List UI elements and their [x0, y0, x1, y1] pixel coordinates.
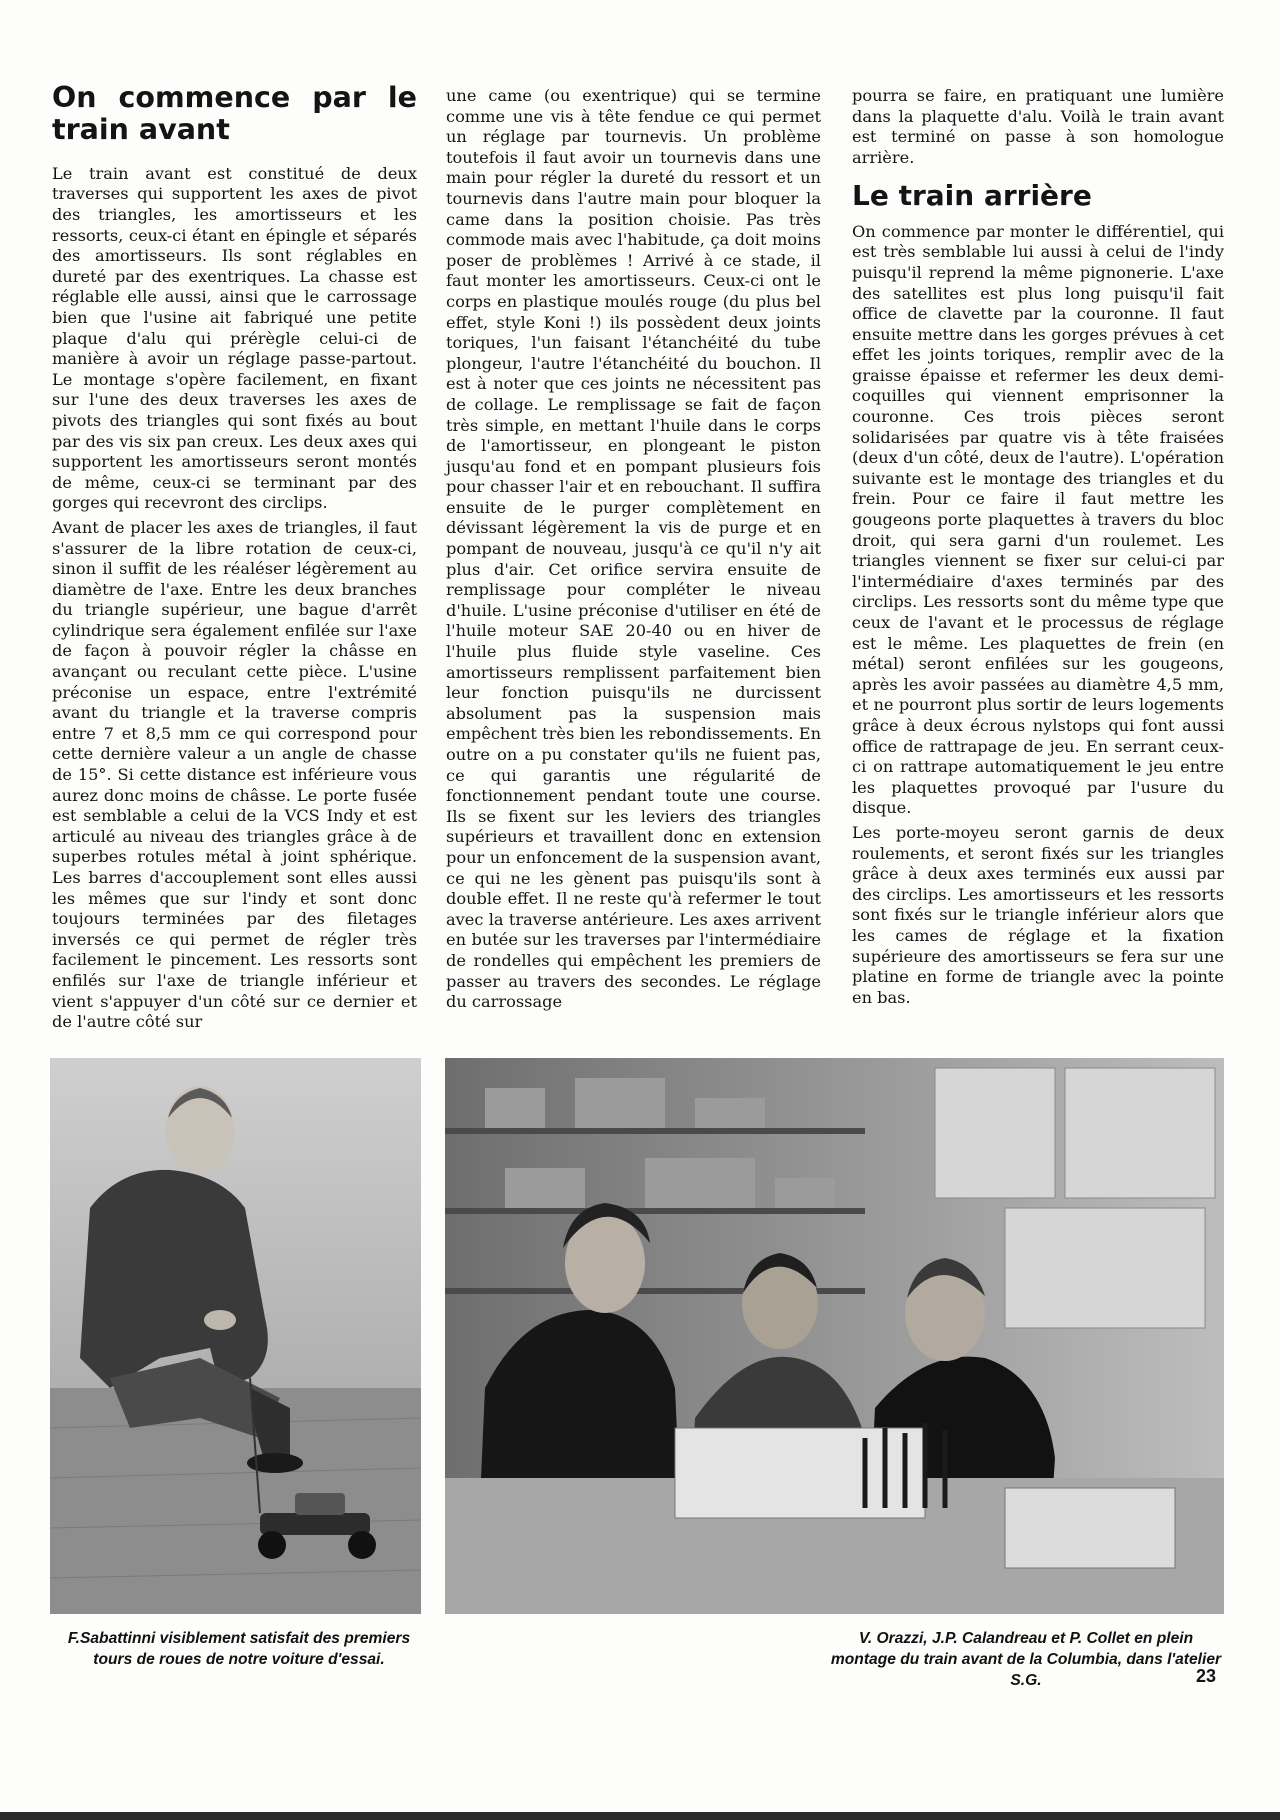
paragraph: Les porte-moyeu seront garnis de deux roulements, et seront fixés sur les triangles grâce à deux axes terminés eux aussi par des circlips. Les amortisseurs et les ressorts sont fixés sur le triangle inférieur alors que les cames de réglage et la fixation supérieure des amortisseurs se fera sur une platine en forme de triangle avec la pointe en bas. [852, 822, 1224, 1007]
article-column-2 [446, 86, 821, 1017]
article-column-1 [52, 82, 417, 1037]
photo-caption-left: F.Sabattinni visiblement satisfait des premiers tours de roues de notre voiture d'essai. [67, 1630, 411, 1668]
page-number: 23 [1196, 1666, 1217, 1686]
paragraph: Le train avant est constitué de deux traverses qui supportent les axes de pivot des triangles, les amortisseurs et les ressorts, ceux-ci étant en épingle et séparés des amortisseurs. Ils sont réglables en dureté par des exentriques. La chasse est réglable elle aussi, ainsi que le carrossage bien que l'usine ait fabriqué une petite plaque d'alu qui prérègle celui-ci de manière à avoir un réglage passe-partout. Le montage s'opère facilement, en fixant sur l'une des deux traverses les axes de pivots des triangles qui sont fixés au bout par des vis six pan creux. Les deux axes qui supportent les amortisseurs seront montés de même, ceux-ci se terminant par des gorges qui recevront des circlips. [52, 163, 417, 513]
section-heading-front: On commence par le train avant [52, 81, 417, 146]
scan-edge [0, 1812, 1280, 1820]
paragraph: pourra se faire, en pratiquant une lumière dans la plaquette d'alu. Voilà le train avant est terminé on passe à son homologue arrière. [852, 86, 1224, 167]
paragraph: Avant de placer les axes de triangles, il faut s'assurer de la libre rotation de ceux-ci, sinon il suffit de les réaléser légèrement au diamètre de l'axe. Entre les deux branches du triangle supérieur, une bague d'arrêt cylindrique sera également enfilée sur l'axe de façon à pouvoir régler la châsse en avançant ou reculant cette pièce. L'usine préconise un espace, entre l'extrémité avant du triangle et la traverse compris entre 7 et 8,5 mm ce qui correspond pour cette dernière valeur a un angle de chasse de 15°. Si cette distance est inférieure vous aurez donc moins de châsse. Le porte fusée est semblable a celui de la VCS Indy et est articulé au niveau des triangles grâce à de superbes rotules métal à joint sphérique. Les barres d'accouplement sont elles aussi les mêmes que sur l'indy et sont donc toujours terminées par des filetages inversés ce qui permet de régler très facilement le pincement. Les ressorts sont enfilés sur l'axe de triangle inférieur et vient s'appuyer d'un côté sur ce dernier et de l'autre côté sur [52, 517, 417, 1032]
article-column-3 [852, 86, 1224, 1012]
photo-caption-right: V. Orazzi, J.P. Calandreau et P. Collet en plein montage du train avant de la Columbia, dans l'atelier S.G. [830, 1630, 1222, 1689]
paragraph: une came (ou exentrique) qui se termine comme une vis à tête fendue ce qui permet un réglage par tournevis. Un problème toutefois il faut avoir un tournevis dans une main pour régler la dureté du ressort et un tournevis dans l'autre main pour bloquer la came dans la position choisie. Pas très commode mais avec l'habitude, ça doit moins poser de problèmes ! Arrivé à ce stade, il faut monter les amortisseurs. Ceux-ci ont le corps en plastique moulés rouge (du plus bel effet, style Koni !) ils possèdent deux joints toriques, l'un faisant l'étanchéité du tube plongeur, l'autre l'étanchéité du bouchon. Il est à noter que ces joints ne nécessitent pas de collage. Le remplissage se fait de façon très simple, en mettant l'huile dans le corps de l'amortisseur, en plongeant le piston jusqu'au fond et en pompant plusieurs fois pour chasser l'air et en rebouchant. Il suffira ensuite de le purger complètement en dévissant légèrement la vis de purge et en pompant de nouveau, jusqu'à ce qu'il n'y ait plus d'air. Cet orifice servira ensuite de remplissage pour compléter le niveau d'huile. L'usine préconise d'utiliser en été de l'huile moteur SAE 20-40 ou en hiver de l'huile plus fluide style vaseline. Ces amortisseurs remplissent parfaitement bien leur fonction puisqu'ils ne durcissent absolument pas la suspension mais empêchent très bien les rebondissements. En outre on a pu constater qu'ils ne fuient pas, ce qui garantis une régularité de fonctionnement pendant toute une course. Ils se fixent sur les leviers des triangles supérieurs et travaillent donc en extension pour un enfoncement de la suspension avant, ce qui ne les gènent pas puisqu'ils sont à double effet. Il ne reste qu'à refermer le tout avec la traverse antérieure. Les axes arrivent en butée sur les traverses par l'intermédiaire de rondelles qui empêchent les premiers de passer au travers des secondes. Le réglage du carrossage [446, 86, 821, 1012]
section-heading-rear: Le train arrière [852, 179, 1092, 213]
photo-workshop [445, 1058, 1224, 1614]
paragraph: On commence par monter le différentiel, qui est très semblable lui aussi à celui de l'indy puisqu'il reprend la même pignonerie. L'axe des satellites est plus long puisqu'il fait office de clavette par la couronne. Il faut ensuite mettre dans les gorges prévues à cet effet les joints toriques, remplir avec de la graisse épaisse et refermer les deux demi-coquilles qui viennent emprisonner la couronne. Ces trois pièces seront solidarisées par quatre vis à tête fraisées (deux d'un côté, deux de l'autre). L'opération suivante est le montage des triangles et du frein. Pour ce faire il faut mettre les gougeons porte plaquettes à travers du bloc droit, qui sera garni d'un roulemet. Les triangles viennent se fixer sur celui-ci par l'intermédiaire d'axes terminés par des circlips. Les ressorts sont du même type que ceux de l'avant et le processus de réglage est le même. Les plaquettes de frein (en métal) seront enfilées sur les gougeons, après les avoir passées au diamètre 4,5 mm, et ne pourront plus sortir de leurs logements grâce à deux écrous nylstops qui font aussi office de rattrapage de jeu. En serrant ceux-ci on rattrape automatiquement le jeu entre les plaquettes provoqué par l'usure du disque. [852, 221, 1224, 818]
photo-man-with-rc-car [50, 1058, 421, 1614]
